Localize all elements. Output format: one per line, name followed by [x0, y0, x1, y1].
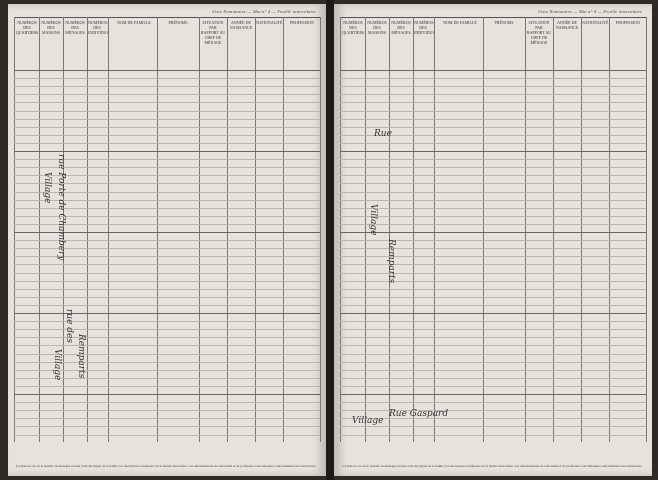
- ruled-line: [340, 151, 646, 152]
- col-situation-right: SITUATION PAR RAPPORT AU CHEF DE MÉNAGE: [526, 20, 552, 45]
- col-nationalite-left: NATIONALITÉ: [256, 20, 283, 25]
- margin-label-remparts-right: Remparts: [386, 239, 396, 284]
- col-situation-left: SITUATION PAR RAPPORT AU CHEF DE MÉNAGE: [200, 20, 226, 45]
- col-menages-right: NUMÉROS DES MÉNAGES: [391, 20, 411, 35]
- margin-label-village-right: Village: [368, 204, 378, 236]
- ruled-line: [340, 200, 646, 201]
- ruled-line: [14, 70, 320, 71]
- ruled-line: [340, 289, 646, 290]
- ruled-line: [14, 337, 320, 338]
- ruled-line: [340, 86, 646, 87]
- ruled-line: [340, 402, 646, 403]
- col-maisons-left: NUMÉROS DES MAISONS: [41, 20, 61, 35]
- col-individus-right: NUMÉROS DES INDIVIDUS: [414, 20, 435, 35]
- margin-label-remparts-2-left: Remparts: [76, 334, 86, 379]
- ruled-line: [340, 159, 646, 160]
- ruled-line: [340, 362, 646, 363]
- ruled-line: [340, 175, 646, 176]
- ruled-line: [340, 70, 646, 71]
- margin-label-rue-right: Rue: [374, 129, 392, 139]
- col-annee-left: ANNÉE DE NAISSANCE: [229, 20, 253, 30]
- ruled-line: [14, 345, 320, 346]
- ruled-line: [340, 370, 646, 371]
- ruled-line: [340, 426, 646, 427]
- margin-label-village-left: Village: [42, 172, 52, 204]
- ruled-line: [340, 329, 646, 330]
- register-page-left: [8, 4, 326, 476]
- margin-label-gaspard-right: Rue Gaspard: [389, 409, 449, 419]
- ruled-line: [340, 345, 646, 346]
- col-annee-right: ANNÉE DE NAISSANCE: [555, 20, 579, 30]
- running-head-right: Liste Nominative — Mai n° 4 — Feuille intercalaire: [538, 9, 642, 14]
- col-profession-right: PROFESSION: [615, 20, 640, 25]
- ruled-line: [14, 386, 320, 387]
- ruled-line: [14, 281, 320, 282]
- ruled-line: [340, 143, 646, 144]
- ruled-line: [14, 151, 320, 152]
- ruled-line: [340, 216, 646, 217]
- ruled-line: [14, 313, 320, 314]
- ruled-line: [14, 86, 320, 87]
- register-page-right: [334, 4, 652, 476]
- ruled-line: [14, 329, 320, 330]
- margin-label-street-left: rue Porte de Chambery: [56, 154, 66, 261]
- ruled-line: [340, 378, 646, 379]
- margin-label-remparts-1-left: rue des: [64, 309, 74, 343]
- running-head-left: Liste Nominative — Mai n° 4 — Feuille intercalaire: [212, 9, 316, 14]
- col-menages-left: NUMÉROS DES MÉNAGES: [65, 20, 85, 35]
- col-individus-left: NUMÉROS DES INDIVIDUS: [88, 20, 109, 35]
- ruled-line: [340, 208, 646, 209]
- col-nationalite-right: NATIONALITÉ: [582, 20, 609, 25]
- ruled-line: [340, 183, 646, 184]
- ruled-line: [14, 111, 320, 112]
- col-quartier-right: NUMÉROS DES QUARTIERS: [342, 20, 365, 35]
- ruled-line: [14, 264, 320, 265]
- ruled-line: [340, 102, 646, 103]
- ruled-line: [14, 78, 320, 79]
- ruled-line: [340, 337, 646, 338]
- ruled-line: [14, 305, 320, 306]
- ruled-line: [14, 273, 320, 274]
- col-profession-left: PROFESSION: [289, 20, 314, 25]
- ruled-line: [14, 289, 320, 290]
- ruled-line: [340, 435, 646, 436]
- ruled-line: [340, 418, 646, 419]
- col-nom-right: NOM DE FAMILLE: [443, 20, 477, 25]
- ruled-line: [340, 232, 646, 233]
- footnote-right: (1) Dans le cas où le nombre de ménages excède celui des lignes de la feuille, les inscriptions continuent sur la feuille intercalaire. Les dénominations de nationalité et de profession sont indiquées conformément aux instructions.: [342, 464, 643, 468]
- ruled-line: [14, 321, 320, 322]
- ruled-line: [340, 78, 646, 79]
- col-prenoms-right: PRÉNOMS: [494, 20, 514, 25]
- ruled-line: [14, 435, 320, 436]
- ruled-line: [14, 394, 320, 395]
- ruled-line: [340, 127, 646, 128]
- ruled-line: [340, 192, 646, 193]
- ruled-line: [14, 143, 320, 144]
- ruled-line: [340, 224, 646, 225]
- ruled-line: [14, 94, 320, 95]
- ruled-line: [340, 354, 646, 355]
- ruled-line: [340, 313, 646, 314]
- ruled-line: [14, 119, 320, 120]
- ruled-line: [340, 119, 646, 120]
- ruled-line: [14, 102, 320, 103]
- ruled-line: [14, 127, 320, 128]
- ruled-line: [340, 94, 646, 95]
- ruled-line: [340, 410, 646, 411]
- ruled-line: [340, 386, 646, 387]
- ruled-line: [14, 297, 320, 298]
- ruled-line: [14, 426, 320, 427]
- margin-label-village2-left: Village: [52, 349, 62, 381]
- ruled-line: [340, 394, 646, 395]
- ruled-line: [14, 135, 320, 136]
- ruled-line: [340, 167, 646, 168]
- ruled-line: [14, 418, 320, 419]
- ruled-line: [14, 410, 320, 411]
- col-quartier-left: NUMÉROS DES QUARTIERS: [16, 20, 39, 35]
- footnote-left: (1) Dans le cas où le nombre de ménages excède celui des lignes de la feuille, les inscriptions continuent sur la feuille intercalaire. Les dénominations de nationalité et de profession sont indiquées conformément aux instructions.: [16, 464, 317, 468]
- ruled-line: [340, 297, 646, 298]
- ruled-line: [340, 321, 646, 322]
- margin-label-village2-right: Village: [352, 416, 384, 426]
- ruled-line: [340, 111, 646, 112]
- ruled-line: [14, 402, 320, 403]
- col-prenoms-left: PRÉNOMS: [168, 20, 188, 25]
- col-nom-left: NOM DE FAMILLE: [117, 20, 151, 25]
- ruled-line: [340, 305, 646, 306]
- book-spine: [326, 0, 334, 480]
- col-maisons-right: NUMÉROS DES MAISONS: [367, 20, 387, 35]
